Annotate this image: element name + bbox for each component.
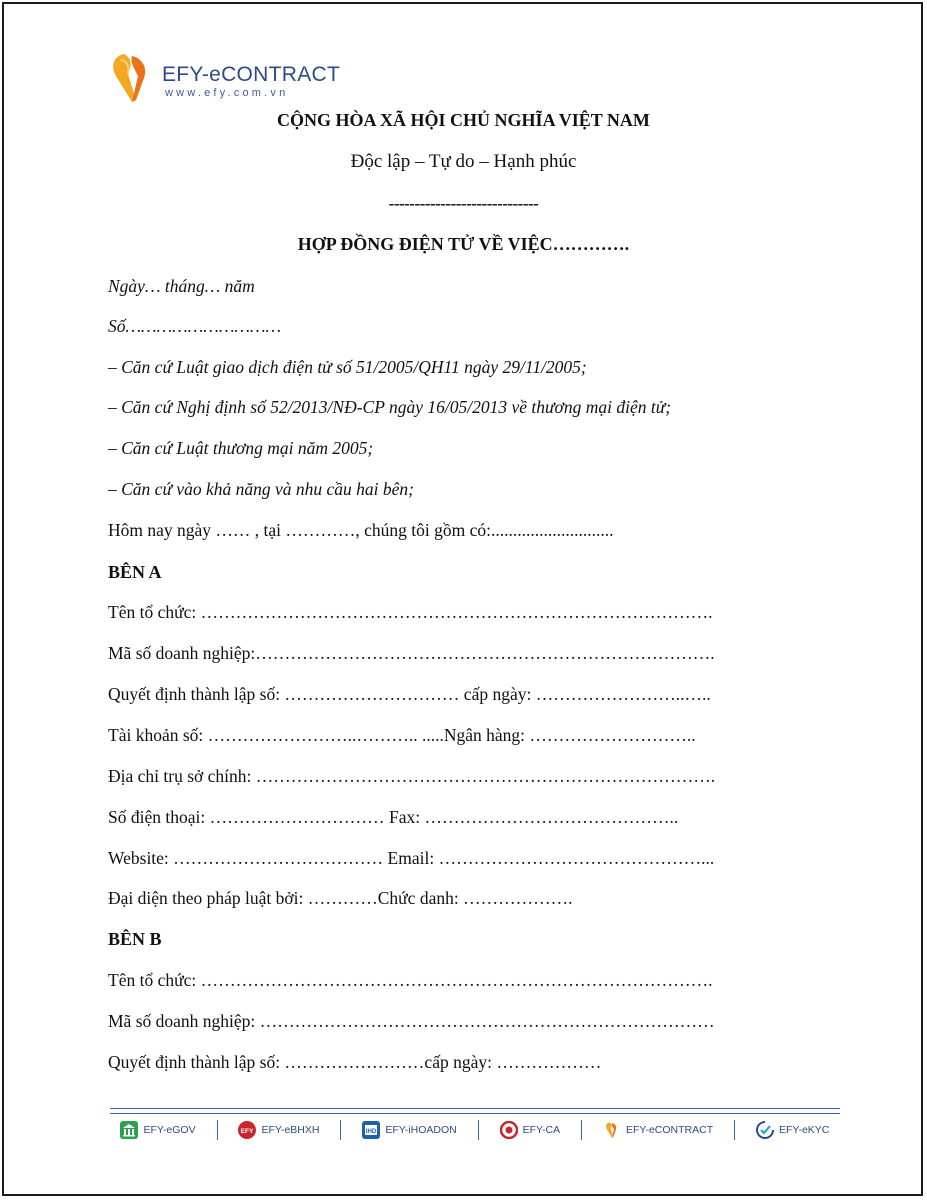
footer-separator — [478, 1120, 479, 1140]
party-a-field: Tên tổ chức: ……………………………………………………………………………. — [108, 602, 713, 622]
footer-separator — [581, 1120, 582, 1140]
svg-text:IHD: IHD — [366, 1129, 377, 1135]
footer-item-label: EFY-CA — [522, 1124, 561, 1136]
logo-url: www.efy.com.vn — [165, 87, 289, 99]
ihd-invoice-icon — [362, 1121, 380, 1139]
legal-basis-line: – Căn cứ Nghị định số 52/2013/NĐ-CP ngày 16/05/2013 về thương mại điện tử; — [108, 397, 672, 417]
footer-item-label: EFY-eCONTRACT — [626, 1124, 714, 1136]
efy-econtract-logo — [110, 50, 350, 106]
footer-product-bar — [110, 1116, 840, 1144]
party-b-field: Mã số doanh nghiệp: …………………………………………………………………… — [108, 1011, 715, 1031]
footer-item-label: EFY-eKYC — [779, 1124, 830, 1136]
motto: Độc lập – Tự do – Hạnh phúc — [350, 151, 577, 172]
legal-basis-line: – Căn cứ Luật thương mại năm 2005; — [108, 438, 374, 458]
footer-item-egov — [120, 1121, 195, 1139]
party-b-field: Tên tổ chức: ……………………………………………………………………………. — [108, 970, 713, 990]
footer-item-label: EFY-eGOV — [143, 1124, 196, 1136]
footer-item-ekyc — [756, 1121, 829, 1139]
footer-rule — [110, 1108, 840, 1114]
footer-item-ca — [500, 1121, 561, 1139]
footer-separator — [217, 1120, 218, 1140]
footer-item-econtract — [603, 1121, 713, 1139]
legal-basis-line: – Căn cứ Luật giao dịch điện tử số 51/2005/QH11 ngày 29/11/2005; — [108, 357, 587, 377]
footer-separator — [734, 1120, 735, 1140]
party-b-heading: BÊN B — [108, 929, 162, 949]
pen-nib-icon — [110, 50, 154, 106]
footer-item-ihoadon — [362, 1121, 456, 1139]
footer-item-label: EFY-eBHXH — [261, 1124, 320, 1136]
party-a-field: Mã số doanh nghiệp:……………………………………………………………………. — [108, 643, 715, 663]
party-a-field: Số điện thoại: ………………………… Fax: …………………………………….. — [108, 807, 679, 827]
pen-nib-icon — [603, 1121, 621, 1139]
svg-text:EFY: EFY — [241, 1128, 254, 1135]
party-a-field: Tài khoản số: ……………………..……….. .....Ngân hàng: ……………………….. — [108, 725, 696, 745]
party-a-field: Website: ……………………………… Email: ………………………………………... — [108, 848, 715, 868]
certificate-seal-icon — [500, 1121, 518, 1139]
footer-separator — [340, 1120, 341, 1140]
country-heading: CỘNG HÒA XÃ HỘI CHỦ NGHĨA VIỆT NAM — [277, 110, 650, 130]
party-b-field: Quyết định thành lập số: ……………………cấp ngày: ……………… — [108, 1052, 602, 1072]
party-a-heading: BÊN A — [108, 562, 162, 582]
footer-item-ebhxh — [238, 1121, 319, 1139]
footer-item-label: EFY-iHOADON — [385, 1124, 457, 1136]
ekyc-check-icon — [756, 1121, 774, 1139]
party-a-field: Địa chỉ trụ sở chính: ……………………………………………………………………. — [108, 766, 716, 786]
government-building-icon — [120, 1121, 138, 1139]
party-a-field: Đại diện theo pháp luật bởi: …………Chức danh: ………………. — [108, 888, 573, 908]
logo-title: EFY-eCONTRACT — [162, 63, 341, 86]
header-divider: ----------------------------- — [388, 194, 539, 213]
party-a-field: Quyết định thành lập số: ………………………… cấp ngày: ……………………..….. — [108, 684, 711, 704]
efy-badge-icon — [238, 1121, 256, 1139]
contract-title: HỢP ĐỒNG ĐIỆN TỬ VỀ VIỆC…………. — [297, 234, 630, 254]
legal-basis-line: – Căn cứ vào khả năng và nhu cầu hai bên; — [108, 479, 415, 499]
number-line: Số………………………… — [108, 316, 282, 336]
intro-line: Hôm nay ngày …… , tại …………, chúng tôi gồm có:............................ — [108, 520, 614, 540]
date-line: Ngày… tháng… năm — [108, 276, 255, 296]
